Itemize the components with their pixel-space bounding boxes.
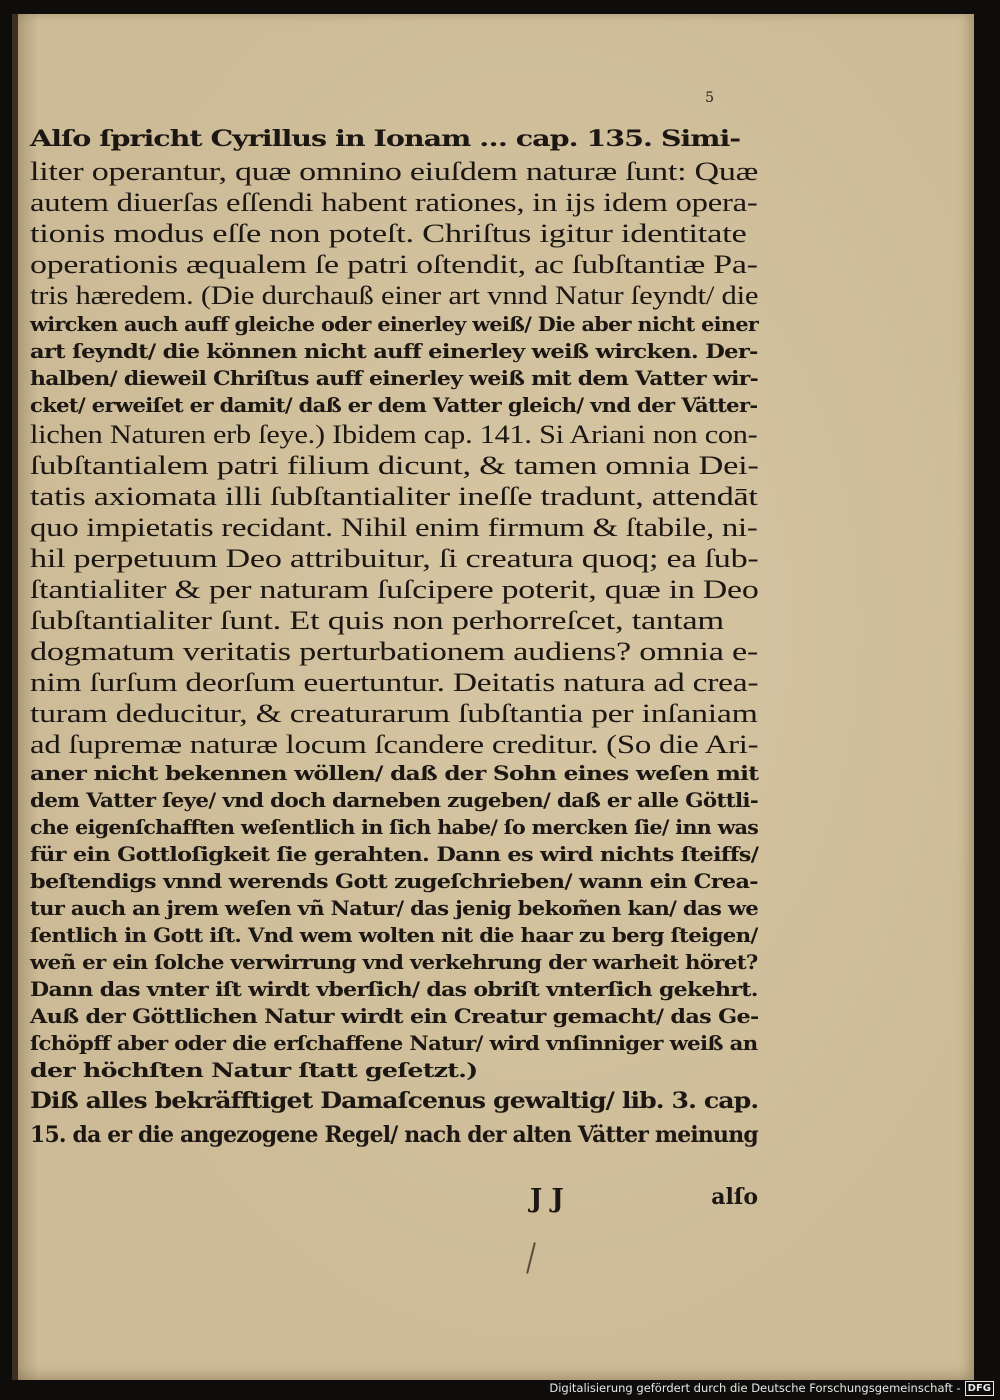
page-text xyxy=(30,122,758,1152)
text-line: turam deducitur, & creaturarum ſubſtantia per inſaniam xyxy=(30,698,758,728)
dfg-logo: DFG xyxy=(965,1381,994,1396)
text-line: tatis axiomata illi ſubſtantialiter ineſſe tradunt, attendāt xyxy=(30,481,758,511)
text-line: tionis modus eſſe non poteſt. Chriſtus igitur identitate xyxy=(30,218,747,248)
page-footer xyxy=(30,1184,758,1224)
text-line: Diß alles bekräfftiget Damaſcenus gewaltig/ lib. 3. cap. xyxy=(30,1088,759,1114)
text-line: art ſeyndt/ die können nicht auff einerley weiß wircken. Der- xyxy=(30,340,758,363)
text-line: cket/ erweiſet er damit/ daß er dem Vatter gleich/ vnd der Vätter- xyxy=(30,394,758,417)
text-line: für ein Gottloſigkeit ſie gerahten. Dann es wird nichts ſteiffs/ xyxy=(30,843,759,866)
text-line: lichen Naturen erb ſeye.) Ibidem cap. 141. Si Ariani non con- xyxy=(30,419,758,449)
text-line: ſchöpff aber oder die erſchaffene Natur/ wird vnſinniger weiß an xyxy=(30,1032,758,1055)
text-line: quo impietatis recidant. Nihil enim firmum & ſtabile, ni- xyxy=(30,512,758,542)
text-line: wircken auch auff gleiche oder einerley weiß/ Die aber nicht einer xyxy=(30,313,759,336)
text-line: hil perpetuum Deo attribuitur, ſi creatura quoq; ea ſub- xyxy=(30,543,759,573)
page-mark: 5 xyxy=(705,90,714,106)
catchword: alſo xyxy=(711,1184,758,1210)
scanned-page xyxy=(12,14,974,1380)
text-line: Auß der Göttlichen Natur wirdt ein Creatur gemacht/ das Ge- xyxy=(30,1005,759,1028)
text-line: ſubſtantialiter ſunt. Et quis non perhorreſcet, tantam xyxy=(30,605,724,635)
text-line: ſentlich in Gott iſt. Vnd wem wolten nit die haar zu berg ſteigen/ xyxy=(30,924,758,947)
text-line: aner nicht bekennen wöllen/ daß der Sohn eines weſen mit xyxy=(30,762,759,785)
text-line: Dann das vnter iſt wirdt vberſich/ das obriſt vnterſich gekehrt. xyxy=(30,978,758,1001)
text-line: tris hæredem. (Die durchauß einer art vnnd Natur ſeyndt/ die xyxy=(30,280,759,310)
text-line: dogmatum veritatis perturbationem audiens? omnia e- xyxy=(30,636,759,666)
stray-ink-mark xyxy=(526,1242,536,1274)
text-line: dem Vatter ſeye/ vnd doch darneben zugeben/ daß er alle Göttli- xyxy=(30,789,759,812)
page-binding-edge xyxy=(12,14,18,1380)
funding-credit-text: Digitalisierung gefördert durch die Deutsche Forschungsgemeinschaft - xyxy=(549,1381,961,1395)
text-line: tur auch an jrem weſen vñ Natur/ das jenig bekom̃en kan/ das we xyxy=(30,897,759,920)
text-line: operationis æqualem ſe patri oſtendit, ac ſubſtantiæ Pa- xyxy=(30,249,758,279)
text-line: beſtendigs vnnd werends Gott zugeſchrieben/ wann ein Crea- xyxy=(30,870,758,893)
text-line: der höchſten Natur ſtatt geſetzt.) xyxy=(30,1059,478,1082)
text-line: ſtantialiter & per naturam ſuſcipere poterit, quæ in Deo xyxy=(30,574,759,604)
text-line: liter operantur, quæ omnino eiuſdem naturæ ſunt: Quæ xyxy=(30,156,759,186)
text-line: halben/ dieweil Chriſtus auff einerley weiß mit dem Vatter wir- xyxy=(30,367,759,390)
text-line: 15. da er die angezogene Regel/ nach der alten Vätter meinung xyxy=(30,1122,758,1148)
text-line: autem diuerſas eſſendi habent rationes, in ijs idem opera- xyxy=(30,187,758,217)
text-line: nim ſurſum deorſum euertuntur. Deitatis natura ad crea- xyxy=(30,667,759,697)
text-line: Alſo ſpricht Cyrillus in Ionam … cap. 135. Simi- xyxy=(30,126,741,152)
funding-credit xyxy=(549,1378,994,1398)
text-line: che eigenſchafften weſentlich in ſich habe/ ſo mercken ſie/ inn was xyxy=(30,816,759,839)
text-line: ad ſupremæ naturæ locum ſcandere creditur. (So die Ari- xyxy=(30,729,759,759)
text-line: weñ er ein ſolche verwirrung vnd verkehrung der warheit höret? xyxy=(30,951,758,974)
signature-mark: J J xyxy=(530,1184,564,1214)
text-line: ſubſtantialem patri filium dicunt, & tamen omnia Dei- xyxy=(30,450,759,480)
